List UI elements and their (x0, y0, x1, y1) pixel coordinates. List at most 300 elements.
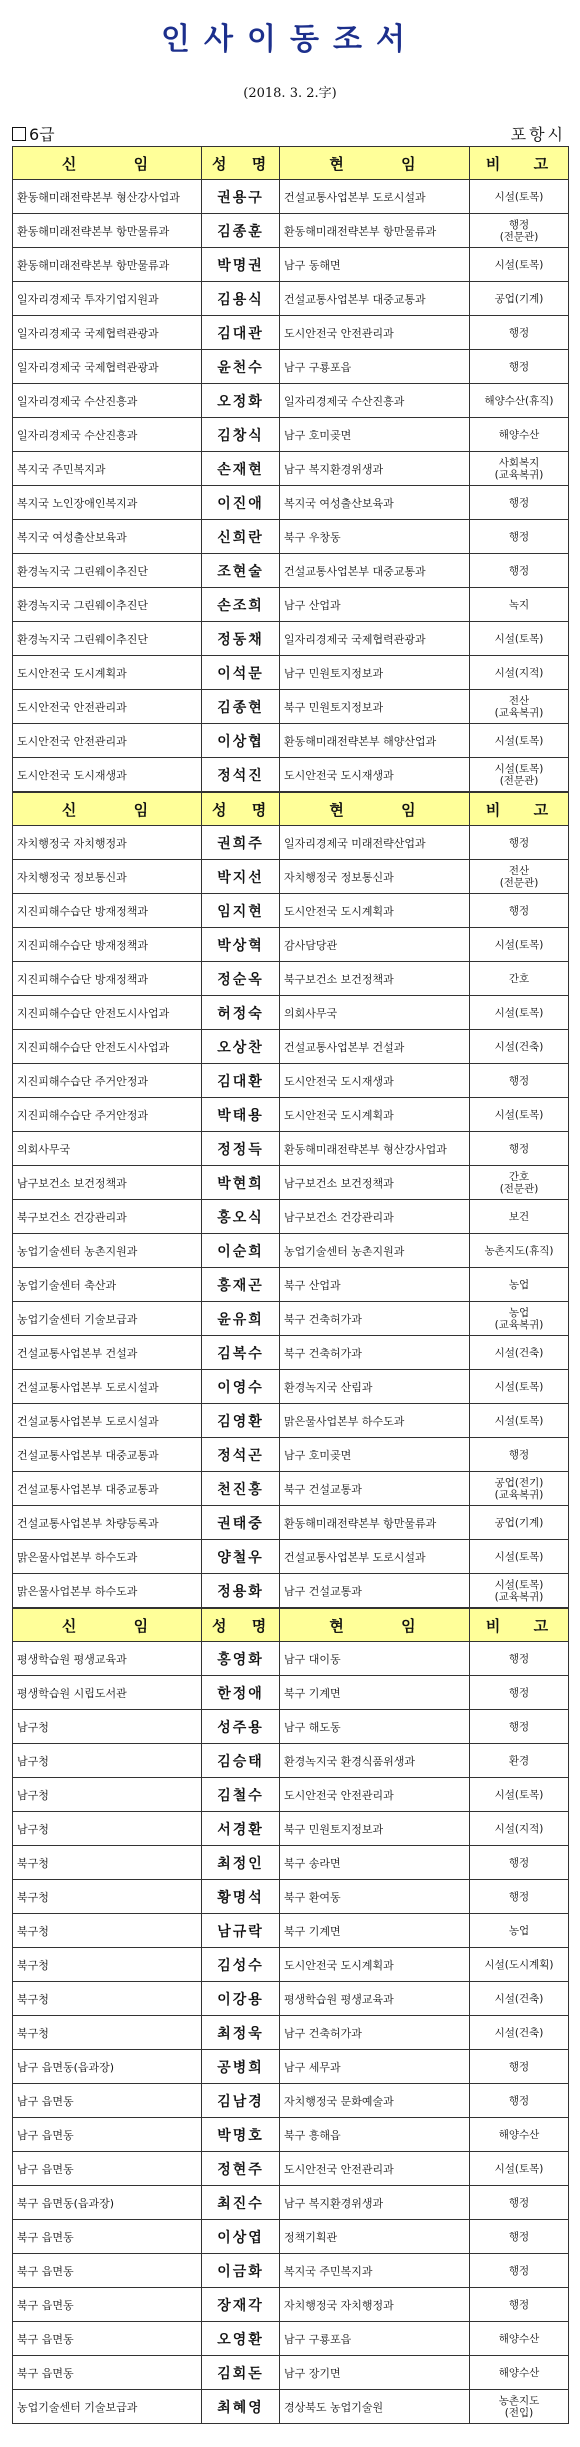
cell-name: 김종현 (202, 690, 280, 724)
cell-to: 일자리경제국 국제협력관광과 (13, 316, 202, 350)
cell-note: 행정 (470, 894, 569, 928)
cell-to: 북구 읍면동 (13, 2288, 202, 2322)
cell-note: 농촌지도 (전입) (470, 2390, 569, 2424)
header-to: 신 임 (13, 793, 202, 826)
cell-name: 박명권 (202, 248, 280, 282)
table-row (13, 2186, 569, 2220)
cell-name: 손재현 (202, 452, 280, 486)
header-to: 신 임 (13, 147, 202, 180)
table-row (13, 1506, 569, 1540)
table-row (13, 1880, 569, 1914)
table-row (13, 2118, 569, 2152)
cell-to: 농업기술센터 기술보급과 (13, 2390, 202, 2424)
cell-to: 환동해미래전략본부 형산강사업과 (13, 180, 202, 214)
cell-from: 북구 기계면 (280, 1914, 470, 1948)
cell-to: 남구 읍면동(읍과장) (13, 2050, 202, 2084)
table-row (13, 1676, 569, 1710)
table-row (13, 1574, 569, 1608)
cell-from: 북구 흥해읍 (280, 2118, 470, 2152)
personnel-table (12, 792, 569, 1608)
grade-text: 6급 (29, 125, 55, 144)
table-row (13, 2322, 569, 2356)
cell-name: 이상협 (202, 724, 280, 758)
cell-from: 북구 민원토지정보과 (280, 690, 470, 724)
cell-to: 일자리경제국 수산진흥과 (13, 384, 202, 418)
table-row (13, 1132, 569, 1166)
header-to: 신 임 (13, 1609, 202, 1642)
cell-from: 북구 송라면 (280, 1846, 470, 1880)
cell-name: 장재각 (202, 2288, 280, 2322)
cell-to: 건설교통사업본부 차량등록과 (13, 1506, 202, 1540)
cell-name: 박명호 (202, 2118, 280, 2152)
cell-from: 감사담당관 (280, 928, 470, 962)
cell-from: 남구 호미곶면 (280, 1438, 470, 1472)
table-row (13, 316, 569, 350)
cell-to: 농업기술센터 축산과 (13, 1268, 202, 1302)
cell-name: 김영환 (202, 1404, 280, 1438)
cell-to: 지진피해수습단 안전도시사업과 (13, 1030, 202, 1064)
cell-name: 이진애 (202, 486, 280, 520)
cell-from: 남구 해도동 (280, 1710, 470, 1744)
cell-from: 복지국 주민복지과 (280, 2254, 470, 2288)
cell-name: 정석곤 (202, 1438, 280, 1472)
cell-note: 해양수산 (470, 2118, 569, 2152)
cell-note: 행정 (470, 1880, 569, 1914)
cell-note: 행정 (470, 2254, 569, 2288)
cell-note: 전산 (전문관) (470, 860, 569, 894)
table-row (13, 1438, 569, 1472)
cell-note: 행정 (470, 554, 569, 588)
cell-name: 박태용 (202, 1098, 280, 1132)
table-row (13, 2084, 569, 2118)
cell-name: 권용구 (202, 180, 280, 214)
table-row (13, 248, 569, 282)
cell-from: 남구보건소 건강관리과 (280, 1200, 470, 1234)
cell-from: 도시안전국 도시계획과 (280, 1098, 470, 1132)
cell-from: 건설교통사업본부 대중교통과 (280, 554, 470, 588)
cell-name: 김용식 (202, 282, 280, 316)
cell-from: 남구 대이동 (280, 1642, 470, 1676)
table-row (13, 1404, 569, 1438)
cell-note: 행정 (470, 316, 569, 350)
cell-name: 권희주 (202, 826, 280, 860)
cell-to: 북구 읍면동 (13, 2254, 202, 2288)
cell-from: 도시안전국 도시계획과 (280, 894, 470, 928)
cell-to: 맑은물사업본부 하수도과 (13, 1540, 202, 1574)
cell-from: 환동해미래전략본부 형산강사업과 (280, 1132, 470, 1166)
cell-note: 시설(토목) (470, 928, 569, 962)
cell-name: 신희란 (202, 520, 280, 554)
cell-name: 오영환 (202, 2322, 280, 2356)
cell-note: 농업 (교육복귀) (470, 1302, 569, 1336)
table-row (13, 1642, 569, 1676)
cell-name: 오상찬 (202, 1030, 280, 1064)
cell-note: 녹지 (470, 588, 569, 622)
cell-note: 시설(토목) (470, 1370, 569, 1404)
cell-to: 도시안전국 안전관리과 (13, 690, 202, 724)
cell-name: 박현희 (202, 1166, 280, 1200)
cell-from: 도시안전국 안전관리과 (280, 316, 470, 350)
cell-note: 간호 (470, 962, 569, 996)
cell-to: 북구청 (13, 1914, 202, 1948)
cell-from: 농업기술센터 농촌지원과 (280, 1234, 470, 1268)
cell-name: 김대환 (202, 1064, 280, 1098)
cell-note: 시설(건축) (470, 1030, 569, 1064)
cell-note: 행정 (470, 2084, 569, 2118)
cell-from: 건설교통사업본부 대중교통과 (280, 282, 470, 316)
personnel-tables (12, 146, 568, 2424)
table-row (13, 622, 569, 656)
cell-name: 정순옥 (202, 962, 280, 996)
cell-note: 시설(지적) (470, 1812, 569, 1846)
cell-note: 행정 (470, 520, 569, 554)
cell-from: 건설교통사업본부 건설과 (280, 1030, 470, 1064)
cell-name: 남규락 (202, 1914, 280, 1948)
table-row (13, 1030, 569, 1064)
personnel-table (12, 1608, 569, 2424)
cell-name: 이석문 (202, 656, 280, 690)
table-row (13, 1098, 569, 1132)
cell-name: 이순희 (202, 1234, 280, 1268)
cell-name: 홍재곤 (202, 1268, 280, 1302)
cell-to: 지진피해수습단 방재정책과 (13, 928, 202, 962)
table-row (13, 996, 569, 1030)
cell-to: 건설교통사업본부 대중교통과 (13, 1472, 202, 1506)
table-row (13, 1948, 569, 1982)
table-row (13, 1472, 569, 1506)
cell-name: 윤유희 (202, 1302, 280, 1336)
cell-note: 시설(지적) (470, 656, 569, 690)
cell-from: 자치행정국 정보통신과 (280, 860, 470, 894)
table-row (13, 724, 569, 758)
cell-from: 남구 복지환경위생과 (280, 452, 470, 486)
table-row (13, 894, 569, 928)
cell-name: 이상엽 (202, 2220, 280, 2254)
header-name: 성 명 (202, 793, 280, 826)
cell-note: 시설(토목) (470, 248, 569, 282)
cell-to: 자치행정국 자치행정과 (13, 826, 202, 860)
cell-name: 양철우 (202, 1540, 280, 1574)
cell-note: 행정 (470, 350, 569, 384)
cell-note: 시설(토목) (470, 1778, 569, 1812)
cell-from: 북구 민원토지정보과 (280, 1812, 470, 1846)
cell-note: 행정 (470, 2288, 569, 2322)
cell-name: 김회돈 (202, 2356, 280, 2390)
cell-note: 시설(토목) (470, 1404, 569, 1438)
table-row (13, 690, 569, 724)
cell-note: 행정 (470, 1676, 569, 1710)
cell-note: 공업(기계) (470, 282, 569, 316)
cell-note: 행정 (470, 2050, 569, 2084)
cell-to: 북구청 (13, 1982, 202, 2016)
cell-name: 조현술 (202, 554, 280, 588)
table-row (13, 1302, 569, 1336)
cell-name: 성주용 (202, 1710, 280, 1744)
table-row (13, 1812, 569, 1846)
header-from: 현 임 (280, 1609, 470, 1642)
table-row (13, 554, 569, 588)
cell-name: 허정숙 (202, 996, 280, 1030)
cell-note: 농업 (470, 1914, 569, 1948)
table-row (13, 2050, 569, 2084)
table-row (13, 1778, 569, 1812)
cell-from: 도시안전국 안전관리과 (280, 2152, 470, 2186)
table-row (13, 2356, 569, 2390)
cell-note: 행정 (470, 2220, 569, 2254)
header-name: 성 명 (202, 1609, 280, 1642)
cell-to: 지진피해수습단 안전도시사업과 (13, 996, 202, 1030)
cell-note: 시설(건축) (470, 1336, 569, 1370)
cell-from: 남구 민원토지정보과 (280, 656, 470, 690)
cell-from: 환경녹지국 환경식품위생과 (280, 1744, 470, 1778)
cell-from: 북구 건축허가과 (280, 1336, 470, 1370)
table-header-row (13, 793, 569, 826)
cell-note: 시설(토목) (470, 2152, 569, 2186)
table-row (13, 860, 569, 894)
cell-name: 김성수 (202, 1948, 280, 1982)
table-row (13, 1234, 569, 1268)
cell-to: 지진피해수습단 방재정책과 (13, 962, 202, 996)
table-row (13, 384, 569, 418)
cell-from: 건설교통사업본부 도로시설과 (280, 1540, 470, 1574)
cell-to: 도시안전국 도시계획과 (13, 656, 202, 690)
cell-name: 최진수 (202, 2186, 280, 2220)
cell-to: 환동해미래전략본부 항만물류과 (13, 248, 202, 282)
cell-note: 시설(토목) (470, 1098, 569, 1132)
cell-from: 북구 건축허가과 (280, 1302, 470, 1336)
cell-to: 자치행정국 정보통신과 (13, 860, 202, 894)
cell-name: 김대관 (202, 316, 280, 350)
cell-from: 도시안전국 도시재생과 (280, 1064, 470, 1098)
table-row (13, 486, 569, 520)
cell-from: 경상북도 농업기술원 (280, 2390, 470, 2424)
cell-note: 시설(건축) (470, 2016, 569, 2050)
cell-from: 환동해미래전략본부 해양산업과 (280, 724, 470, 758)
cell-to: 북구 읍면동 (13, 2220, 202, 2254)
table-row (13, 2288, 569, 2322)
cell-to: 도시안전국 도시재생과 (13, 758, 202, 792)
cell-name: 천진홍 (202, 1472, 280, 1506)
table-row (13, 180, 569, 214)
table-row (13, 282, 569, 316)
cell-name: 한정애 (202, 1676, 280, 1710)
table-row (13, 588, 569, 622)
cell-from: 남구 장기면 (280, 2356, 470, 2390)
cell-name: 공병희 (202, 2050, 280, 2084)
cell-from: 남구 복지환경위생과 (280, 2186, 470, 2220)
cell-to: 복지국 주민복지과 (13, 452, 202, 486)
cell-note: 시설(토목) (470, 1540, 569, 1574)
table-row (13, 1982, 569, 2016)
cell-to: 환경녹지국 그린웨이추진단 (13, 554, 202, 588)
cell-note: 행정 (470, 2186, 569, 2220)
cell-name: 정동채 (202, 622, 280, 656)
cell-note: 행정 (470, 1064, 569, 1098)
cell-note: 행정 (470, 1710, 569, 1744)
table-row (13, 1846, 569, 1880)
cell-to: 평생학습원 시립도서관 (13, 1676, 202, 1710)
cell-name: 이강용 (202, 1982, 280, 2016)
cell-to: 일자리경제국 국제협력관광과 (13, 350, 202, 384)
cell-from: 맑은물사업본부 하수도과 (280, 1404, 470, 1438)
cell-note: 해양수산 (470, 2322, 569, 2356)
table-row (13, 2390, 569, 2424)
grade-label (12, 122, 55, 145)
table-row (13, 1744, 569, 1778)
cell-name: 최혜영 (202, 2390, 280, 2424)
cell-from: 자치행정국 자치행정과 (280, 2288, 470, 2322)
cell-to: 환동해미래전략본부 항만물류과 (13, 214, 202, 248)
cell-name: 권태중 (202, 1506, 280, 1540)
table-header-row (13, 1609, 569, 1642)
cell-name: 최정인 (202, 1846, 280, 1880)
cell-name: 정석진 (202, 758, 280, 792)
cell-to: 복지국 여성출산보육과 (13, 520, 202, 554)
cell-from: 남구 구룡포읍 (280, 2322, 470, 2356)
table-row (13, 1914, 569, 1948)
cell-note: 시설(토목) (470, 622, 569, 656)
cell-name: 홍영화 (202, 1642, 280, 1676)
table-row (13, 1336, 569, 1370)
cell-from: 환동해미래전략본부 항만물류과 (280, 1506, 470, 1540)
cell-note: 공업(기계) (470, 1506, 569, 1540)
cell-to: 북구청 (13, 1846, 202, 1880)
cell-name: 최정욱 (202, 2016, 280, 2050)
cell-to: 의회사무국 (13, 1132, 202, 1166)
cell-to: 복지국 노인장애인복지과 (13, 486, 202, 520)
cell-note: 행정 (전문관) (470, 214, 569, 248)
cell-name: 김철수 (202, 1778, 280, 1812)
cell-to: 건설교통사업본부 대중교통과 (13, 1438, 202, 1472)
cell-name: 정현주 (202, 2152, 280, 2186)
cell-from: 도시안전국 안전관리과 (280, 1778, 470, 1812)
cell-from: 복지국 여성출산보육과 (280, 486, 470, 520)
cell-note: 시설(토목) (전문관) (470, 758, 569, 792)
cell-name: 정용화 (202, 1574, 280, 1608)
cell-note: 행정 (470, 1642, 569, 1676)
cell-to: 일자리경제국 수산진흥과 (13, 418, 202, 452)
cell-note: 행정 (470, 486, 569, 520)
cell-name: 홍오식 (202, 1200, 280, 1234)
cell-note: 행정 (470, 1132, 569, 1166)
cell-note: 행정 (470, 826, 569, 860)
cell-from: 남구 동해면 (280, 248, 470, 282)
cell-to: 도시안전국 안전관리과 (13, 724, 202, 758)
table-header-row (13, 147, 569, 180)
cell-to: 지진피해수습단 주거안정과 (13, 1064, 202, 1098)
table-row (13, 1200, 569, 1234)
cell-name: 이금화 (202, 2254, 280, 2288)
table-row (13, 758, 569, 792)
cell-name: 정정득 (202, 1132, 280, 1166)
cell-from: 일자리경제국 미래전략산업과 (280, 826, 470, 860)
cell-name: 서경환 (202, 1812, 280, 1846)
checkbox-icon (12, 127, 26, 141)
cell-to: 남구 읍면동 (13, 2118, 202, 2152)
cell-to: 북구 읍면동 (13, 2356, 202, 2390)
cell-from: 북구 건설교통과 (280, 1472, 470, 1506)
cell-to: 지진피해수습단 주거안정과 (13, 1098, 202, 1132)
cell-from: 의회사무국 (280, 996, 470, 1030)
cell-to: 지진피해수습단 방재정책과 (13, 894, 202, 928)
cell-note: 간호 (전문관) (470, 1166, 569, 1200)
page-title: 인사이동조서 (161, 22, 419, 57)
table-row (13, 656, 569, 690)
cell-note: 환경 (470, 1744, 569, 1778)
table-row (13, 350, 569, 384)
table-row (13, 1710, 569, 1744)
cell-to: 일자리경제국 투자기업지원과 (13, 282, 202, 316)
cell-name: 오정화 (202, 384, 280, 418)
cell-name: 박상혁 (202, 928, 280, 962)
cell-from: 일자리경제국 국제협력관광과 (280, 622, 470, 656)
header-from: 현 임 (280, 147, 470, 180)
cell-note: 전산 (교육복귀) (470, 690, 569, 724)
cell-note: 해양수산 (470, 418, 569, 452)
cell-name: 김남경 (202, 2084, 280, 2118)
table-row (13, 826, 569, 860)
cell-from: 북구 우창동 (280, 520, 470, 554)
cell-from: 북구 기계면 (280, 1676, 470, 1710)
cell-note: 보건 (470, 1200, 569, 1234)
cell-to: 농업기술센터 농촌지원과 (13, 1234, 202, 1268)
header-from: 현 임 (280, 793, 470, 826)
cell-from: 남구 건설교통과 (280, 1574, 470, 1608)
cell-to: 북구보건소 건강관리과 (13, 1200, 202, 1234)
table-row (13, 1064, 569, 1098)
cell-name: 임지현 (202, 894, 280, 928)
cell-from: 북구 산업과 (280, 1268, 470, 1302)
cell-from: 정책기획관 (280, 2220, 470, 2254)
cell-from: 남구 세무과 (280, 2050, 470, 2084)
cell-from: 남구 산업과 (280, 588, 470, 622)
cell-name: 김승태 (202, 1744, 280, 1778)
cell-name: 황명석 (202, 1880, 280, 1914)
cell-to: 환경녹지국 그린웨이추진단 (13, 622, 202, 656)
table-row (13, 1540, 569, 1574)
cell-to: 건설교통사업본부 도로시설과 (13, 1370, 202, 1404)
city-label: 포항시 (510, 125, 566, 144)
cell-from: 남구 건축허가과 (280, 2016, 470, 2050)
cell-to: 환경녹지국 그린웨이추진단 (13, 588, 202, 622)
cell-to: 남구 읍면동 (13, 2084, 202, 2118)
cell-from: 자치행정국 문화예술과 (280, 2084, 470, 2118)
cell-from: 남구 구룡포읍 (280, 350, 470, 384)
cell-to: 남구 읍면동 (13, 2152, 202, 2186)
cell-note: 해양수산 (470, 2356, 569, 2390)
cell-from: 남구보건소 보건정책과 (280, 1166, 470, 1200)
cell-note: 사회복지 (교육복귀) (470, 452, 569, 486)
cell-from: 남구 호미곶면 (280, 418, 470, 452)
cell-to: 북구청 (13, 2016, 202, 2050)
cell-note: 해양수산(휴직) (470, 384, 569, 418)
table-row (13, 1166, 569, 1200)
table-row (13, 928, 569, 962)
table-row (13, 2152, 569, 2186)
cell-from: 북구 환여동 (280, 1880, 470, 1914)
cell-to: 북구청 (13, 1948, 202, 1982)
cell-note: 시설(토목) (470, 180, 569, 214)
cell-to: 북구 읍면동 (13, 2322, 202, 2356)
cell-to: 남구청 (13, 1744, 202, 1778)
header-note: 비 고 (470, 1609, 569, 1642)
cell-to: 북구청 (13, 1880, 202, 1914)
cell-from: 북구보건소 보건정책과 (280, 962, 470, 996)
cell-to: 남구청 (13, 1778, 202, 1812)
cell-from: 도시안전국 도시재생과 (280, 758, 470, 792)
table-row (13, 2016, 569, 2050)
table-row (13, 452, 569, 486)
